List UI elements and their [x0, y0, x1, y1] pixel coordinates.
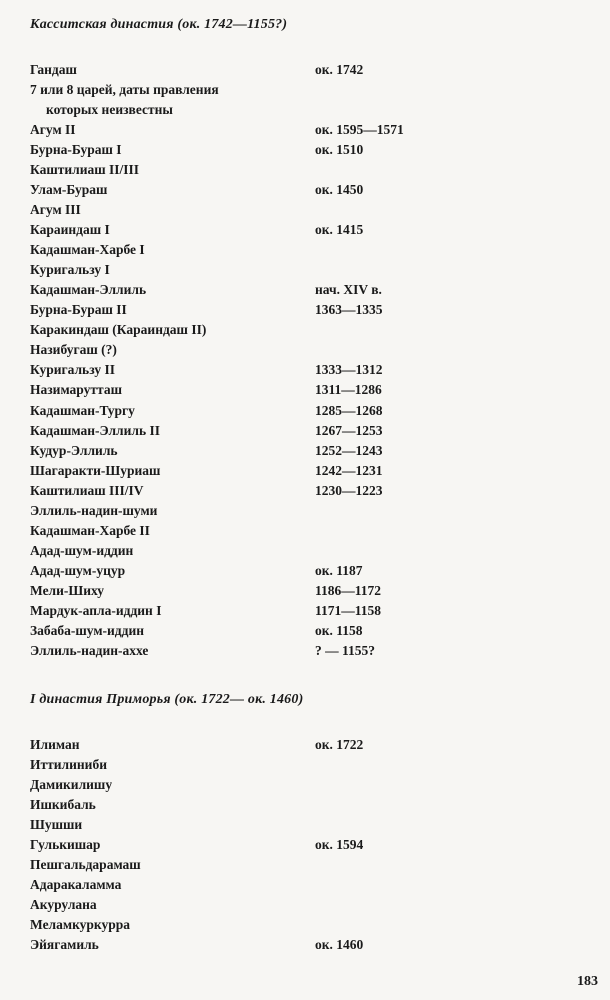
ruler-name: Кадашман-Эллиль — [30, 282, 147, 298]
ruler-name: Мардук-апла-иддин I — [30, 602, 162, 618]
ruler-name: Мели-Шиху — [30, 582, 104, 598]
table-row — [30, 815, 590, 835]
ruler-name: Гулькишар — [30, 837, 101, 852]
table-row — [30, 100, 590, 120]
table-row — [30, 641, 590, 661]
ruler-name: Назимарутташ — [30, 382, 122, 398]
reign-date: ок. 1415 — [315, 222, 364, 238]
table-row — [30, 621, 590, 641]
table-row — [30, 140, 590, 160]
section-heading-sealand: I династия Приморья (ок. 1722— ок. 1460) — [30, 692, 304, 707]
ruler-name: Меламкуркурра — [30, 917, 131, 932]
ruler-name: Кадашман-Харбе I — [30, 242, 145, 258]
table-row — [30, 755, 590, 775]
reign-date: ок. 1460 — [315, 937, 364, 952]
reign-date: ок. 1187 — [315, 562, 363, 578]
ruler-name: Пешгальдарамаш — [30, 857, 141, 872]
table-row — [30, 441, 590, 461]
ruler-name: Дамикилишу — [30, 777, 113, 792]
ruler-name: Шушши — [30, 817, 83, 832]
reign-date: ок. 1450 — [315, 182, 364, 198]
table-row — [30, 200, 590, 220]
table-row — [30, 521, 590, 541]
ruler-name: Каракиндаш (Караиндаш II) — [30, 322, 207, 338]
ruler-name: Забаба-шум-иддин — [30, 622, 145, 638]
ruler-name: Кудур-Эллиль — [30, 442, 118, 458]
reign-date: нач. XIV в. — [315, 282, 382, 298]
ruler-name: Адад-шум-уцур — [30, 562, 126, 578]
ruler-name: Куригальзу I — [30, 262, 110, 278]
table-row — [30, 260, 590, 280]
ruler-name: 7 или 8 царей, даты правления — [30, 82, 219, 98]
reign-date: ок. 1510 — [315, 142, 364, 158]
table-row — [30, 835, 590, 855]
table-row — [30, 80, 590, 100]
section-heading-kassite: Касситская династия (ок. 1742—1155?) — [30, 17, 288, 32]
table-row — [30, 541, 590, 561]
ruler-name: Каштилиаш III/IV — [30, 482, 144, 498]
ruler-name: Эллиль-надин-шуми — [30, 502, 158, 518]
table-row — [30, 340, 590, 360]
reign-date: 1363—1335 — [315, 302, 383, 318]
page-number: 183 — [577, 974, 598, 989]
ruler-name: Караиндаш I — [30, 222, 110, 238]
reign-date: 1267—1253 — [315, 422, 383, 438]
ruler-name: Адаракаламма — [30, 877, 122, 892]
table-row — [30, 561, 590, 581]
ruler-name: Бурна-Бураш I — [30, 142, 122, 158]
ruler-name: Улам-Бураш — [30, 182, 108, 198]
reign-date: 1230—1223 — [315, 482, 383, 498]
table-row — [30, 380, 590, 400]
ruler-name: Ишкибаль — [30, 797, 96, 812]
ruler-name: Иттилиниби — [30, 757, 107, 772]
ruler-name: Эллиль-надин-аххе — [30, 642, 149, 658]
table-row — [30, 320, 590, 340]
reign-date: 1311—1286 — [315, 382, 382, 398]
table-row — [30, 220, 590, 240]
ruler-name: Кадашман-Харбе II — [30, 522, 150, 538]
reign-date: 1252—1243 — [315, 442, 383, 458]
reign-date: ок. 1722 — [315, 737, 364, 752]
reign-date: 1285—1268 — [315, 402, 383, 418]
table-row — [30, 360, 590, 380]
table-row — [30, 581, 590, 601]
ruler-name: Шагаракти-Шуриаш — [30, 462, 161, 478]
table-row — [30, 120, 590, 140]
reign-date: 1171—1158 — [315, 602, 382, 618]
reign-date: ок. 1742 — [315, 62, 364, 77]
reign-date: 1333—1312 — [315, 362, 383, 378]
ruler-name: Акурулана — [30, 897, 97, 912]
reign-date: ? — 1155? — [315, 642, 376, 658]
table-row — [30, 875, 590, 895]
ruler-name: Гандаш — [30, 62, 77, 77]
table-row — [30, 481, 590, 501]
ruler-name: Каштилиаш II/III — [30, 162, 140, 178]
ruler-name: Кадашман-Эллиль II — [30, 422, 160, 438]
ruler-name: Агум II — [30, 122, 76, 138]
table-row — [30, 240, 590, 260]
table-row — [30, 775, 590, 795]
ruler-name: Эйягамиль — [30, 937, 99, 952]
ruler-name: Назибугаш (?) — [30, 342, 117, 358]
table-row — [30, 935, 590, 955]
ruler-name: Бурна-Бураш II — [30, 302, 127, 318]
reign-date: ок. 1595—1571 — [315, 122, 404, 138]
table-row — [30, 160, 590, 180]
table-row — [30, 795, 590, 815]
table-row — [30, 915, 590, 935]
reign-date: 1242—1231 — [315, 462, 383, 478]
reign-date: 1186—1172 — [315, 582, 382, 598]
ruler-name: Агум III — [30, 202, 81, 218]
table-row — [30, 60, 590, 80]
ruler-name: Адад-шум-иддин — [30, 542, 134, 558]
table-row — [30, 280, 590, 300]
table-row — [30, 855, 590, 875]
reign-date: ок. 1158 — [315, 622, 363, 638]
ruler-name: Илиман — [30, 737, 80, 752]
table-row — [30, 421, 590, 441]
ruler-name: Куригальзу II — [30, 362, 115, 378]
table-row — [30, 501, 590, 521]
table-row — [30, 180, 590, 200]
table-row — [30, 601, 590, 621]
table-row — [30, 461, 590, 481]
table-row — [30, 300, 590, 320]
reign-date: ок. 1594 — [315, 837, 364, 852]
table-row — [30, 895, 590, 915]
table-row — [30, 401, 590, 421]
table-row — [30, 735, 590, 755]
ruler-name: Кадашман-Тургу — [30, 402, 135, 418]
ruler-name: которых неизвестны — [46, 102, 173, 118]
